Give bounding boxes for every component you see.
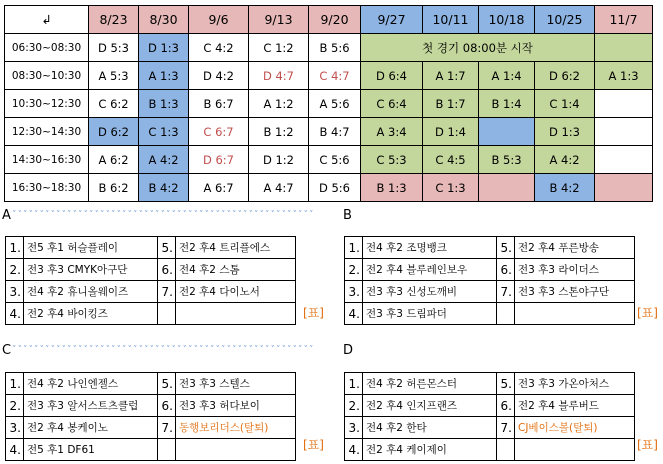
team-name: 전3 후3 스톤야구단: [515, 281, 635, 303]
team-number: 6.: [158, 395, 176, 417]
team-number: [497, 439, 515, 461]
team-name: 전3 후3 허다보이: [176, 395, 296, 417]
team-row: [345, 259, 635, 281]
match-cell: A 1:7: [423, 62, 479, 90]
team-number: [158, 303, 176, 325]
match-cell: B 1:4: [479, 90, 535, 118]
match-cell: D 6:2: [89, 118, 139, 146]
team-name: 전4 후2 스톰: [176, 259, 296, 281]
match-cell: B 1:3: [361, 174, 423, 202]
date-header: 8/23: [89, 6, 139, 34]
match-cell: D 6:2: [535, 62, 595, 90]
time-slot: 06:30~08:30: [5, 34, 89, 62]
match-cell: D 1:4: [423, 118, 479, 146]
schedule-row: [5, 118, 653, 146]
team-number: 7.: [497, 281, 515, 303]
match-cell: D 6:7: [189, 146, 249, 174]
team-row: [6, 373, 296, 395]
match-cell: D 1:3: [139, 34, 189, 62]
match-cell: D 4:7: [249, 62, 309, 90]
team-table-a: [5, 236, 296, 325]
team-number: 3.: [345, 417, 363, 439]
team-number: 1.: [345, 373, 363, 395]
team-name: 전2 후4 블루레인보우: [363, 259, 497, 281]
match-cell: C 6:4: [361, 90, 423, 118]
team-number: 3.: [6, 417, 24, 439]
match-cell: A 4:2: [139, 146, 189, 174]
team-name: [176, 303, 296, 325]
date-header: 10/11: [423, 6, 479, 34]
match-cell: B 1:7: [423, 90, 479, 118]
group-label-b: B: [343, 208, 352, 223]
match-cell: A 5:6: [309, 90, 361, 118]
schedule-row: [5, 90, 653, 118]
team-number: [158, 439, 176, 461]
table-tag: [표]: [303, 438, 324, 452]
team-name: [515, 303, 635, 325]
time-slot: 16:30~18:30: [5, 174, 89, 202]
team-row: [345, 439, 635, 461]
match-cell: B 5:3: [479, 146, 535, 174]
team-table-d: [344, 372, 635, 461]
team-name: 전2 후4 바이킹즈: [24, 303, 158, 325]
time-slot: 10:30~12:30: [5, 90, 89, 118]
team-name: 전4 후2 한타: [363, 417, 497, 439]
match-cell: A 4:7: [249, 174, 309, 202]
team-number: 7.: [158, 281, 176, 303]
date-header: 10/18: [479, 6, 535, 34]
team-name: 전2 후4 인지프랜즈: [363, 395, 497, 417]
team-row: [6, 281, 296, 303]
match-cell: A 5:3: [89, 62, 139, 90]
match-cell: C 1:4: [535, 90, 595, 118]
match-cell: A 1:2: [249, 90, 309, 118]
team-name: 동행보리더스(탈퇴): [176, 417, 296, 439]
team-row: [345, 395, 635, 417]
team-number: 3.: [6, 281, 24, 303]
match-cell: [479, 174, 535, 202]
team-number: 1.: [345, 237, 363, 259]
team-row: [6, 439, 296, 461]
team-number: [497, 303, 515, 325]
schedule-row: [5, 174, 653, 202]
date-header: 9/27: [361, 6, 423, 34]
team-name: [176, 439, 296, 461]
team-number: 5.: [497, 237, 515, 259]
table-tag: [표]: [303, 306, 324, 320]
team-row: [345, 373, 635, 395]
date-header: 9/13: [249, 6, 309, 34]
match-cell: A 1:3: [595, 62, 653, 90]
team-name: 전3 후3 신성도깨비: [363, 281, 497, 303]
team-name: 전4 후2 조명뱅크: [363, 237, 497, 259]
match-cell: B 4:7: [309, 118, 361, 146]
team-number: 5.: [497, 373, 515, 395]
match-cell: B 1:2: [249, 118, 309, 146]
match-cell: [595, 146, 653, 174]
match-cell: C 1:3: [423, 174, 479, 202]
match-cell: [595, 34, 653, 62]
team-table-b: [344, 236, 635, 325]
date-header: 9/6: [189, 6, 249, 34]
schedule-row: [5, 62, 653, 90]
team-row: [6, 395, 296, 417]
team-name: 전3 후3 CMYK아구단: [24, 259, 158, 281]
team-name: 전2 후4 푸른방송: [515, 237, 635, 259]
match-cell: D 5:6: [309, 174, 361, 202]
team-row: [345, 281, 635, 303]
team-name: [515, 439, 635, 461]
match-cell: [595, 118, 653, 146]
match-cell: D 1:2: [249, 146, 309, 174]
table-tag: [표]: [637, 306, 658, 320]
team-row: [6, 237, 296, 259]
match-cell: B 4:2: [139, 174, 189, 202]
match-cell: C 5:3: [361, 146, 423, 174]
group-label-c: C: [2, 343, 12, 358]
team-number: 5.: [158, 373, 176, 395]
match-cell: A 1:3: [139, 62, 189, 90]
date-header: 11/7: [595, 6, 653, 34]
team-row: [345, 417, 635, 439]
match-cell: C 6:7: [189, 118, 249, 146]
team-name: 전3 후3 스텔스: [176, 373, 296, 395]
match-cell: A 4:2: [535, 146, 595, 174]
divider-dots: ˅˅˅˅˅˅˅˅˅˅˅˅˅˅˅˅˅˅˅˅˅˅˅˅˅˅˅˅˅˅˅˅˅˅˅˅˅˅˅˅˅˅˅˅˅˅˅˅˅˅˅˅˅˅˅: [12, 210, 315, 220]
date-header: 8/30: [139, 6, 189, 34]
match-cell: A 3:4: [361, 118, 423, 146]
divider-dots: ˅˅˅˅˅˅˅˅˅˅˅˅˅˅˅˅˅˅˅˅˅˅˅˅˅˅˅˅˅˅˅˅˅˅˅˅˅˅˅˅˅˅˅˅˅˅˅˅˅˅˅˅˅˅˅: [12, 345, 315, 355]
match-cell: D 1:3: [535, 118, 595, 146]
team-number: 7.: [497, 417, 515, 439]
first-game-note: 첫 경기 08:00분 시작: [361, 34, 595, 62]
team-number: 1.: [6, 373, 24, 395]
team-name: CJ베이스볼(탈퇴): [515, 417, 635, 439]
team-number: 5.: [158, 237, 176, 259]
match-cell: A 6:2: [89, 146, 139, 174]
date-header: 10/25: [535, 6, 595, 34]
team-number: 6.: [497, 395, 515, 417]
match-cell: B 6:2: [89, 174, 139, 202]
match-cell: [595, 174, 653, 202]
match-cell: C 1:2: [249, 34, 309, 62]
team-table-c: [5, 372, 296, 461]
team-number: 4.: [345, 303, 363, 325]
match-cell: C 4:7: [309, 62, 361, 90]
team-name: 전3 후3 드림파더: [363, 303, 497, 325]
team-number: 3.: [345, 281, 363, 303]
team-number: 6.: [158, 259, 176, 281]
match-cell: A 6:7: [189, 174, 249, 202]
team-name: 전4 후2 나인엔젤스: [24, 373, 158, 395]
time-slot: 12:30~14:30: [5, 118, 89, 146]
match-cell: C 4:2: [189, 34, 249, 62]
team-name: 전5 후1 허슬플레이: [24, 237, 158, 259]
team-number: 2.: [345, 259, 363, 281]
time-slot: 08:30~10:30: [5, 62, 89, 90]
match-cell: D 6:4: [361, 62, 423, 90]
team-number: 4.: [6, 303, 24, 325]
team-row: [345, 237, 635, 259]
team-number: 1.: [6, 237, 24, 259]
match-cell: [595, 90, 653, 118]
team-name: 전3 후3 알서스트츠클럽: [24, 395, 158, 417]
match-cell: A 1:4: [479, 62, 535, 90]
match-cell: C 1:3: [139, 118, 189, 146]
schedule-table: [4, 5, 653, 202]
match-cell: B 5:6: [309, 34, 361, 62]
team-name: 전3 후3 가온아처스: [515, 373, 635, 395]
match-cell: C 4:5: [423, 146, 479, 174]
corner-cell: ↲: [5, 6, 89, 34]
match-cell: B 4:2: [535, 174, 595, 202]
time-slot: 14:30~16:30: [5, 146, 89, 174]
team-name: 전4 후2 휴니올웨이즈: [24, 281, 158, 303]
team-name: 전2 후4 케이제이: [363, 439, 497, 461]
team-number: 4.: [6, 439, 24, 461]
team-number: 2.: [345, 395, 363, 417]
team-name: 전5 후1 DF61: [24, 439, 158, 461]
team-row: [6, 303, 296, 325]
match-cell: C 6:2: [89, 90, 139, 118]
team-number: 2.: [6, 395, 24, 417]
team-number: 2.: [6, 259, 24, 281]
schedule-row: [5, 146, 653, 174]
group-label-d: D: [343, 343, 354, 358]
team-number: 7.: [158, 417, 176, 439]
team-name: 전2 후4 트리플에스: [176, 237, 296, 259]
team-name: 전4 후2 허른몬스터: [363, 373, 497, 395]
team-name: 전3 후3 라이더스: [515, 259, 635, 281]
match-cell: D 5:3: [89, 34, 139, 62]
team-name: 전2 후4 봉케이노: [24, 417, 158, 439]
date-header: 9/20: [309, 6, 361, 34]
match-cell: B 6:7: [189, 90, 249, 118]
match-cell: B 1:3: [139, 90, 189, 118]
team-row: [345, 303, 635, 325]
team-row: [6, 417, 296, 439]
group-label-a: A: [2, 208, 11, 223]
team-number: 6.: [497, 259, 515, 281]
team-row: [6, 259, 296, 281]
match-cell: C 5:6: [309, 146, 361, 174]
schedule-row: [5, 34, 653, 62]
match-cell: [479, 118, 535, 146]
table-tag: [표]: [637, 438, 658, 452]
team-number: 4.: [345, 439, 363, 461]
team-name: 전2 후4 다이노서: [176, 281, 296, 303]
match-cell: D 4:2: [189, 62, 249, 90]
team-name: 전2 후4 블루버드: [515, 395, 635, 417]
